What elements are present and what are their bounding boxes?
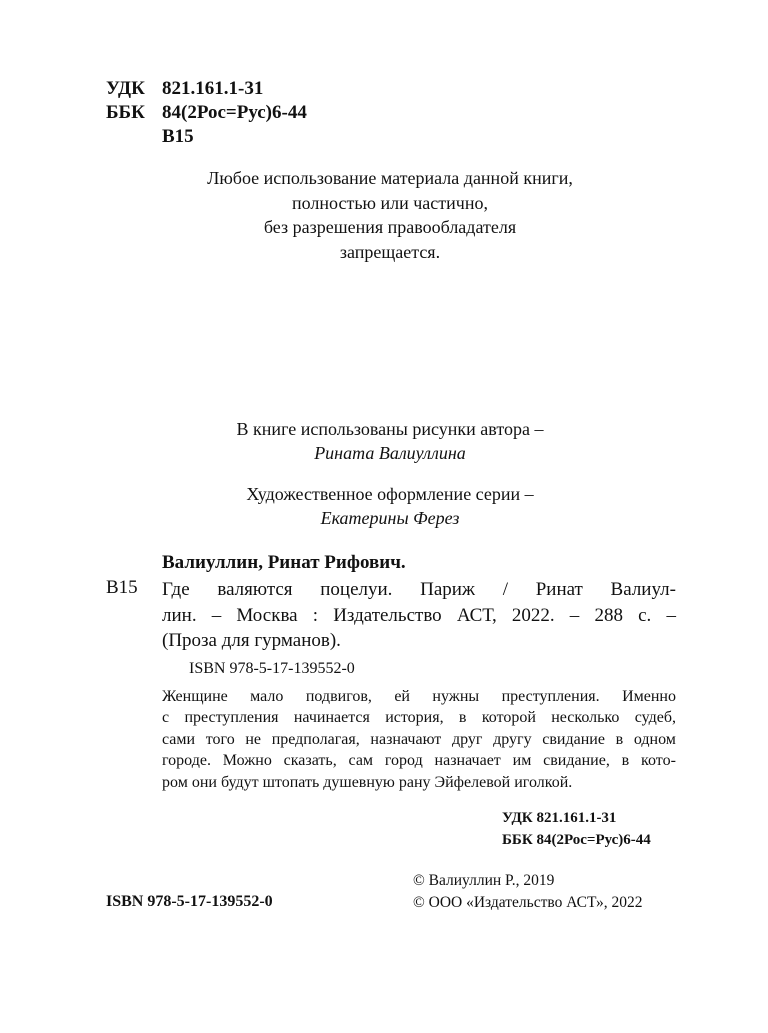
copyright-publisher: © ООО «Издательство АСТ», 2022 bbox=[413, 894, 643, 911]
annotation bbox=[162, 686, 676, 793]
catalog-code: В15 bbox=[106, 577, 138, 598]
rights-notice-line: без разрешения правообладателя bbox=[263, 217, 517, 237]
annotation-line: ром они будут штопать душевную рану Эйфелевой иголкой. bbox=[162, 773, 573, 791]
drawings-credit bbox=[150, 417, 630, 465]
bbk-value: 84(2Рос=Рус)6-44 bbox=[162, 102, 307, 123]
udk-value: 821.161.1-31 bbox=[162, 78, 264, 99]
bbk-label: ББК bbox=[106, 102, 145, 123]
footer-isbn: ISBN 978-5-17-139552-0 bbox=[106, 893, 273, 910]
drawings-credit-line: В книге использованы рисунки автора – bbox=[236, 419, 544, 439]
design-credit-line: Художественное оформление серии – bbox=[246, 484, 534, 504]
author-mark: В15 bbox=[162, 126, 194, 147]
catalog-isbn: ISBN 978-5-17-139552-0 bbox=[189, 660, 355, 677]
catalog-description-line: Где валяются поцелуи. Париж / Ринат Валиул- bbox=[162, 579, 676, 600]
annotation-line: с преступления начинается история, в которой несколько судеб, bbox=[162, 709, 676, 727]
annotation-line: Женщине мало подвигов, ей нужны преступления. Именно bbox=[162, 688, 676, 705]
catalog-description-line: лин. – Москва : Издательство АСТ, 2022. – 288 с. – bbox=[162, 604, 676, 626]
udk-label: УДК bbox=[106, 78, 145, 99]
rights-notice-line: Любое использование материала данной книги, bbox=[207, 168, 573, 188]
catalog-author: Валиуллин, Ринат Рифович. bbox=[162, 552, 406, 573]
annotation-line: сами того не предполагая, назначают друг другу свидание в одном bbox=[162, 730, 676, 748]
catalog-bbk: ББК 84(2Рос=Рус)6-44 bbox=[502, 832, 651, 848]
rights-notice-line: запрещается. bbox=[339, 241, 441, 262]
drawings-credit-name: Рината Валиуллина bbox=[314, 443, 466, 463]
rights-notice bbox=[150, 166, 630, 264]
design-credit bbox=[150, 482, 630, 530]
catalog-udk: УДК 821.161.1-31 bbox=[502, 810, 617, 826]
rights-notice-line: полностью или частично, bbox=[292, 192, 488, 213]
catalog-description bbox=[162, 577, 676, 654]
copyright-author: © Валиуллин Р., 2019 bbox=[413, 872, 555, 889]
design-credit-name: Екатерины Ферез bbox=[320, 508, 460, 528]
annotation-line: городе. Можно сказать, сам город назначает им свидание, в кото- bbox=[162, 752, 676, 770]
catalog-description-line: (Проза для гурманов). bbox=[162, 630, 341, 651]
